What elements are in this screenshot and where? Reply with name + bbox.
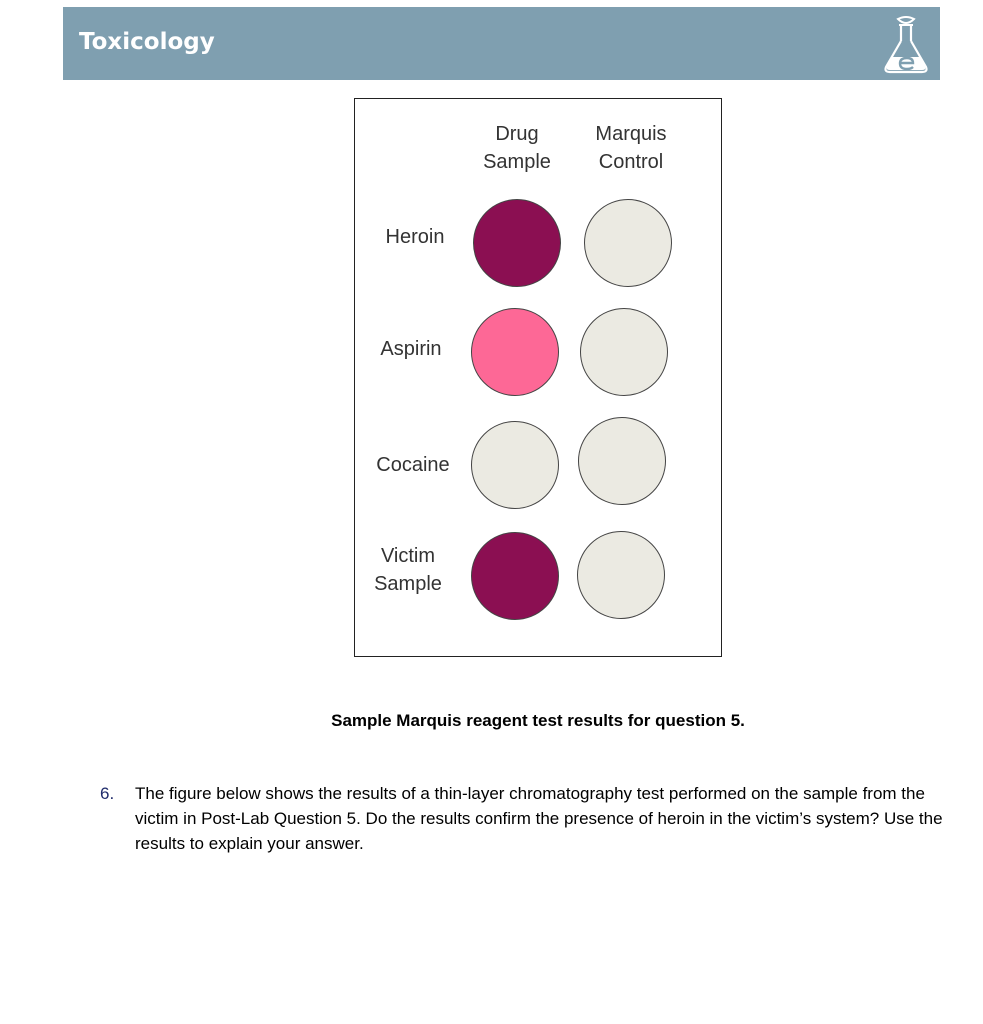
flask-icon bbox=[880, 15, 932, 75]
row-label-aspirin bbox=[361, 335, 461, 363]
drug-spot-cocaine bbox=[471, 421, 559, 509]
control-spot-aspirin bbox=[580, 308, 668, 396]
row-label-line: Aspirin bbox=[380, 338, 442, 360]
row-label-victim-sample bbox=[358, 542, 458, 598]
drug-spot-heroin bbox=[473, 199, 561, 287]
marquis-test-figure bbox=[354, 98, 722, 657]
drug-spot-aspirin bbox=[471, 308, 559, 396]
column-header-marquis-control bbox=[571, 120, 691, 176]
page-title: Toxicology bbox=[79, 29, 215, 55]
figure-caption: Sample Marquis reagent test results for question 5. bbox=[331, 711, 745, 730]
row-label-line: Cocaine bbox=[376, 454, 450, 476]
column-header-line: Marquis bbox=[595, 123, 667, 145]
question-text: The figure below shows the results of a thin-layer chromatography test performed on the sample from the victim in Post-Lab Question 5. Do the results confirm the presence of heroin in the victim’s system? Use the results to explain your answer. bbox=[135, 784, 943, 853]
column-header-line: Sample bbox=[483, 151, 551, 173]
column-header-line: Control bbox=[598, 151, 664, 173]
row-label-heroin bbox=[365, 223, 465, 251]
row-label-line: Victim bbox=[380, 545, 436, 567]
control-spot-heroin bbox=[584, 199, 672, 287]
row-label-line: Heroin bbox=[385, 226, 445, 248]
drug-spot-victim-sample bbox=[471, 532, 559, 620]
control-spot-cocaine bbox=[578, 417, 666, 505]
header-bar bbox=[63, 7, 940, 80]
row-label-line: Sample bbox=[374, 573, 442, 595]
column-header-line: Drug bbox=[495, 123, 539, 145]
column-header-drug-sample bbox=[457, 120, 577, 176]
control-spot-victim-sample bbox=[577, 531, 665, 619]
question-number: 6. bbox=[100, 784, 115, 803]
row-label-cocaine bbox=[363, 451, 463, 479]
